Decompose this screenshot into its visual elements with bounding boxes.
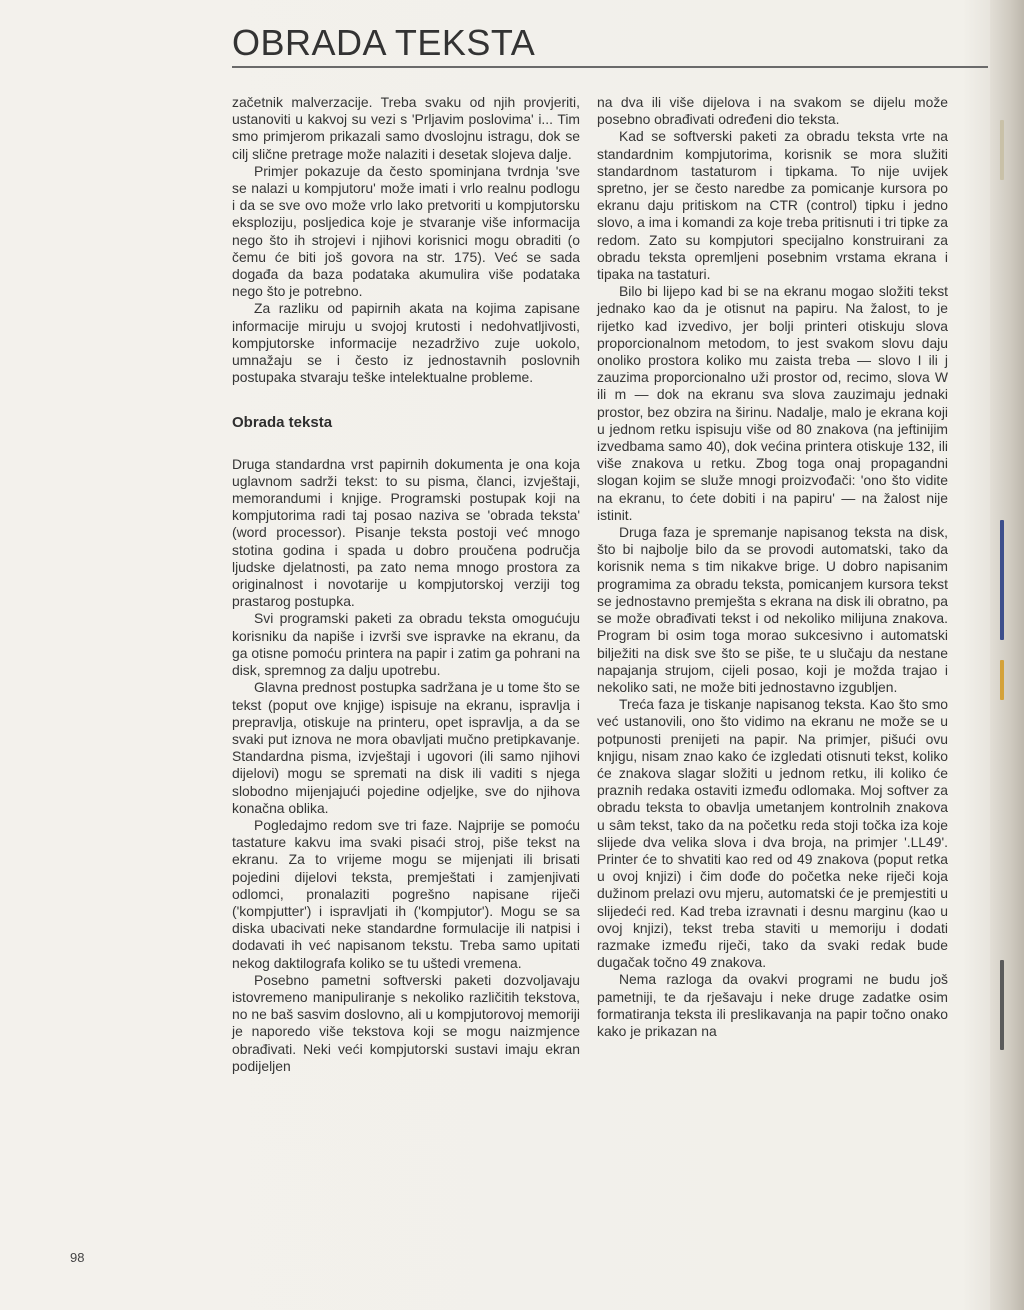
paragraph: Bilo bi lijepo kad bi se na ekranu mogao složiti tekst jednako kao da je otisnut na papiru. Na žalost, to je rijetko kad izvedivo, jer bolji printeri otiskuju slova proporcionalnom metodom, to jest svakom slovu daju onoliko prostora koliko mu zaista treba — slovo I ili j zauzima proporcionalno uži prostor od, recimo, slova W ili m — dok na ekranu sva slova zauzimaju jednaki prostor, bez obzira na širinu. Nadalje, malo je ekrana koji u jednom retku ispisuju više od 80 znakova (na jeftinijim izvedbama samo 40), dok većina printera otiskuje 132, ili više znakova u retku. Zbog toga onaj propagandni slogan kojim se služe mnogi proizvođači: 'ono što vidite na ekranu, to ćete dobiti i na papiru' — na žalost nije istinit. — [597, 283, 948, 523]
spine-mark — [1000, 120, 1004, 180]
book-spine-edge — [990, 0, 1024, 1310]
spine-mark — [1000, 960, 1004, 1050]
paragraph: Nema razloga da ovakvi programi ne budu još pametniji, te da rješavaju i neke druge zadatke osim formatiranja teksta ili preslikavanja na papir točno onako kako je prikazan na — [597, 971, 948, 1039]
paragraph: Posebno pametni softverski paketi dozvoljavaju istovremeno manipuliranje s nekoliko različitih tekstova, no ne baš sasvim doslovno, ali u kompjutorovoj memoriji je naporedo više tekstova koji se mogu naizmjence obrađivati. Neki veći kompjutorski sustavi imaju ekran podijeljen — [232, 971, 580, 1074]
paragraph: Treća faza je tiskanje napisanog teksta. Kao što smo već ustanovili, ono što vidimo na ekranu ne može se u potpunosti prenijeti na papir. Na primjer, pišući ovu knjigu, nisam znao kako će izgledati otisnuti tekst, koliko će znakova slagar složiti u jednom retku, ili koliko će praznih redaka ostaviti između odlomaka. Moj softver za obradu teksta to obavlja umetanjem kontrolnih znakova u sâm tekst, tako da na početku reda stoji točka iza koje slijede dva velika slova i dva broja, na primjer '.LL49'. Printer će to shvatiti kao red od 49 znakova (poput retka u ovoj knjizi) i čim dođe do početka neke riječi koja dužinom prelazi ovu mjeru, automatski će je premjestiti u slijedeći red. Kad treba izravnati i desnu marginu (kao u ovoj knjizi), tekst treba staviti u memoriju i dodati razmake između riječi, tako da svaki redak bude dugačak točno 49 znakova. — [597, 696, 948, 971]
paragraph: začetnik malverzacije. Treba svaku od njih provjeriti, ustanoviti u kakvoj su vezi s 'Prljavim poslovima' i... Tim smo primjerom prikazali samo dvoslojnu istragu, dok se cilj slične pretrage može nalaziti i desetak slojeva dalje. — [232, 94, 580, 162]
paragraph: Kad se softverski paketi za obradu teksta vrte na standardnim kompjutorima, korisnik se mora služiti standardnom tastaturom i tipkama. To nije uvijek spretno, jer se često naredbe za pomicanje kursora po ekranu daju pritiskom na CTR (control) tipku i jedno slovo, a ima i komandi za koje treba pritisnuti i tri tipke za redom. Zato su kompjutori specijalno konstruirani za obradu teksta opremljeni posebnim vrstama ekrana i tipaka na tastaturi. — [597, 128, 948, 283]
paragraph: Druga faza je spremanje napisanog teksta na disk, što bi najbolje bilo da se provodi automatski, tako da korisnik nema s tim nikakve brige. U dobro napisanim programima za obradu teksta, pomicanjem kursora tekst se jednostavno premješta s ekrana na disk ili obratno, pa se može obrađivati tekst i od nekoliko milijuna znakova. Program bi osim toga morao sukcesivno i automatski bilježiti na disk sve što se piše, te u slučaju da nestane napajanja strujom, cijeli posao, koji je možda trajao i nekoliko sati, ne može biti jednostavno izgubljen. — [597, 524, 948, 695]
left-column — [232, 94, 580, 1075]
paragraph: na dva ili više dijelova i na svakom se dijelu može posebno obrađivati određeni dio teksta. — [597, 94, 948, 128]
right-column — [597, 94, 948, 1040]
paragraph: Pogledajmo redom sve tri faze. Najprije se pomoću tastature kakvu ima svaki pisaći stroj, piše tekst na ekranu. Za to vrijeme mogu se mijenjati ili brisati pojedini dijelovi teksta, premještati i zamjenjivati odlomci, pronalaziti pogrešno napisane riječi ('kompjutter') i ispravljati ih ('kompjutor'). Mogu se sa diska ubacivati neke standardne formulacije ili natpisi i dodavati ih već napisanom tekstu. Treba samo upitati nekog daktilografa koliko se tu uštedi vremena. — [232, 816, 580, 971]
page-title: OBRADA TEKSTA — [232, 22, 536, 63]
spine-mark — [1000, 660, 1004, 700]
paragraph: Primjer pokazuje da često spominjana tvrdnja 'sve se nalazi u kompjutoru' može imati i vrlo realnu podlogu i da se sve ovo može vrlo lako pretvoriti u kompjutorsku eksploziju, posljedica koje je stvaranje više informacija nego što ih strojevi i njihovi korisnici mogu obraditi (o čemu će biti još govora na str. 175). Već se sada događa da baza podataka akumulira više podataka nego što je potrebno. — [232, 162, 580, 300]
spine-mark — [1000, 520, 1004, 640]
paragraph: Svi programski paketi za obradu teksta omogućuju korisniku da napiše i izvrši sve ispravke na ekranu, da ga otisne pomoću printera na papir i zatim ga pohrani na disk, spremnog za dalju upotrebu. — [232, 610, 580, 679]
page-number: 98 — [70, 1250, 85, 1265]
title-rule — [232, 66, 988, 68]
section-heading: Obrada teksta — [232, 414, 333, 432]
paragraph: Glavna prednost postupka sadržana je u tome što se tekst (poput ove knjige) ispisuje na ekranu, ispravlja i prepravlja, otiskuje na printeru, opet ispravlja, a da se svaki put iznova ne mora obavljati mučno pretipkavanje. Standardna pisma, izvještaji i ugovori (ili samo njihovi dijelovi) mogu se spremati na disk ili vaditi s njega slobodno mijenjajući pojedine odjeljke, sve do njihova konačna oblika. — [232, 679, 580, 816]
paragraph: Za razliku od papirnih akata na kojima zapisane informacije miruju u svojoj krutosti i nedohvatljivosti, kompjutorske informacije nezadrživo zuje uokolo, umnažaju se i često iz jednostavnih poslovnih postupaka stvaraju teške intelektualne probleme. — [232, 300, 580, 386]
paragraph: Druga standardna vrst papirnih dokumenta je ona koja uglavnom sadrži tekst: to su pisma, članci, izvještaji, memorandumi i knjige. Programski postupak koji na kompjutorima radi taj posao naziva se 'obrada teksta' (word processor). Pisanje teksta postoji već mnogo stotina godina i spada u dobro proučena područja ljudske djelatnosti, pa zato nema mnogo prostora za originalnost i novotarije u kompjutorskoj verziji tog prastarog postupka. — [232, 455, 580, 610]
